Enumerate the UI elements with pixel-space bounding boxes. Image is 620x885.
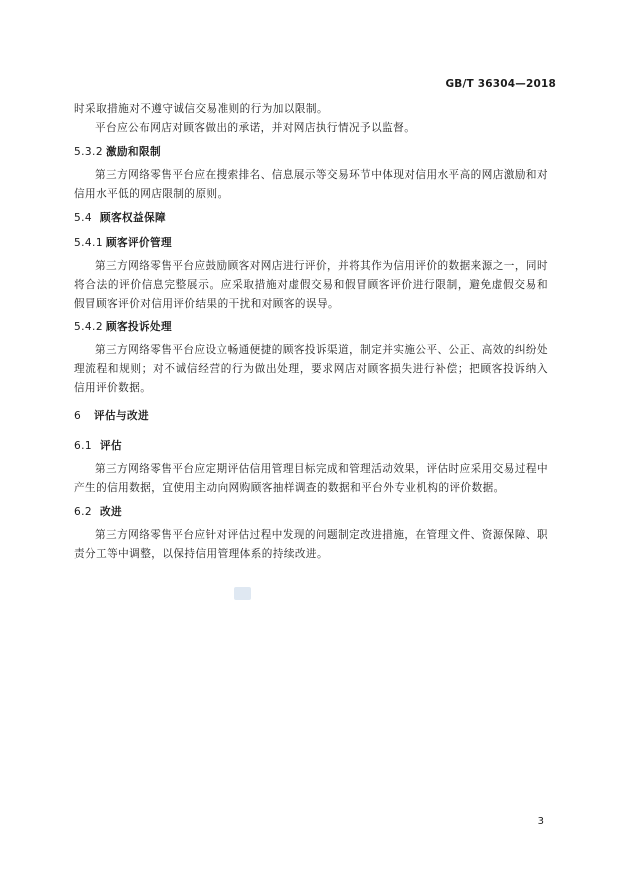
section-5-3-2-heading bbox=[74, 145, 161, 159]
section-5-4-heading bbox=[74, 211, 166, 225]
section-5-4-1-text: 第三方网络零售平台应鼓励顾客对网店进行评价，并将其作为信用评价的数据来源之一，同时将合法的评价信息完整展示。应采取措施对虚假交易和假冒顾客评价进行限制，避免虚假交易和假冒顾客评价对信用评价结果的干扰和对顾客的误导。 bbox=[74, 260, 548, 310]
platform-commitment-paragraph: 平台应公布网店对顾客做出的承诺，并对网店执行情况予以监督。 bbox=[95, 122, 416, 134]
section-6-2-heading bbox=[74, 505, 122, 519]
section-title: 顾客投诉处理 bbox=[106, 321, 172, 333]
section-5-4-1-heading bbox=[74, 236, 172, 250]
section-title: 评估 bbox=[100, 440, 122, 452]
standard-number: GB/T 36304—2018 bbox=[445, 78, 556, 90]
section-title: 评估与改进 bbox=[94, 410, 149, 422]
section-6-1-text: 第三方网络零售平台应定期评估信用管理目标完成和管理活动效果，评估时应采用交易过程中产生的信用数据，宜使用主动向网购顾客抽样调查的数据和平台外专业机构的评价数据。 bbox=[74, 463, 548, 494]
section-6-1-heading bbox=[74, 439, 122, 453]
section-number: 5.4.1 bbox=[74, 237, 103, 249]
section-6-2-text: 第三方网络零售平台应针对评估过程中发现的问题制定改进措施，在管理文件、资源保障、职责分工等中调整，以保持信用管理体系的持续改进。 bbox=[74, 529, 548, 560]
section-number: 6 bbox=[74, 410, 82, 422]
section-title: 激励和限制 bbox=[106, 146, 161, 158]
section-number: 6.2 bbox=[74, 506, 93, 518]
page-number: 3 bbox=[537, 816, 544, 827]
section-5-3-2-text: 第三方网络零售平台应在搜索排名、信息展示等交易环节中体现对信用水平高的网店激励和对信用水平低的网店限制的原则。 bbox=[74, 169, 548, 200]
section-title: 顾客权益保障 bbox=[100, 212, 166, 224]
section-6-heading bbox=[74, 409, 149, 423]
section-number: 5.4 bbox=[74, 212, 93, 224]
section-title: 顾客评价管理 bbox=[106, 237, 172, 249]
section-title: 改进 bbox=[100, 506, 122, 518]
continued-paragraph: 时采取措施对不遵守诚信交易准则的行为加以限制。 bbox=[74, 103, 329, 115]
section-number: 6.1 bbox=[74, 440, 93, 452]
section-5-4-2-text: 第三方网络零售平台应设立畅通便捷的顾客投诉渠道，制定并实施公平、公正、高效的纠纷处理流程和规则；对不诚信经营的行为做出处理，要求网店对顾客损失进行补偿；把顾客投诉纳入信用评价数据。 bbox=[74, 344, 548, 394]
section-number: 5.3.2 bbox=[74, 146, 103, 158]
section-number: 5.4.2 bbox=[74, 321, 103, 333]
watermark-mark bbox=[234, 587, 251, 600]
section-5-4-2-heading bbox=[74, 320, 172, 334]
